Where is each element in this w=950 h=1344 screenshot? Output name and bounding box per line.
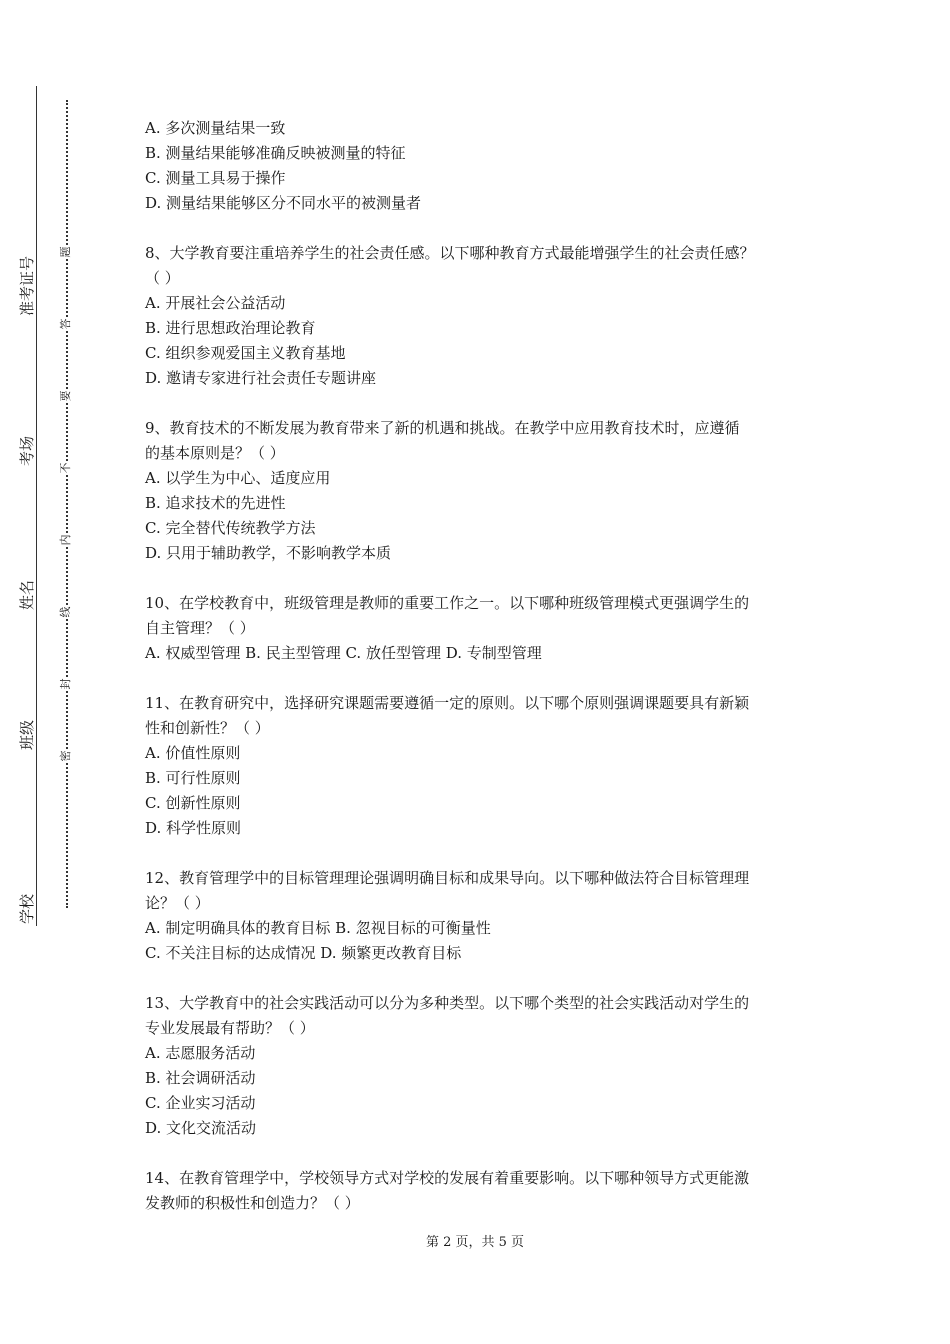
question-stem: 自主管理？（ ） <box>145 619 255 637</box>
question-stem: 13、大学教育中的社会实践活动可以分为多种类型。以下哪个类型的社会实践活动对学生的 <box>145 994 750 1012</box>
question-content <box>145 116 820 1216</box>
option-d: D. 测量结果能够区分不同水平的被测量者 <box>145 194 422 212</box>
name-label: 姓名 <box>18 579 36 610</box>
option-c: C. 组织参观爱国主义教育基地 <box>145 344 346 362</box>
option-c: C. 创新性原则 <box>145 794 241 812</box>
seal-char: 答 <box>59 318 72 330</box>
option-a: A. 价值性原则 <box>145 744 241 762</box>
school-label: 学校 <box>18 893 36 924</box>
question-stem: （ ） <box>145 269 180 287</box>
options-line: C. 不关注目标的达成情况 D. 频繁更改教育目标 <box>145 944 462 962</box>
question-stem: 性和创新性？（ ） <box>145 719 270 737</box>
option-a: A. 开展社会公益活动 <box>145 294 286 312</box>
option-a: A. 以学生为中心、适度应用 <box>145 469 331 487</box>
seal-char: 题 <box>59 246 72 258</box>
question-stem: 专业发展最有帮助？（ ） <box>145 1019 315 1037</box>
exam-number-label: 准考证号 <box>18 255 36 316</box>
question-stem: 14、在教育管理学中，学校领导方式对学校的发展有着重要影响。以下哪种领导方式更能激 <box>145 1169 750 1187</box>
seal-char: 内 <box>59 534 72 546</box>
option-a: A. 多次测量结果一致 <box>145 119 286 137</box>
question-stem: 9、教育技术的不断发展为教育带来了新的机遇和挑战。在教学中应用教育技术时，应遵循 <box>145 419 740 437</box>
seal-char: 密 <box>59 750 72 762</box>
binding-margin <box>0 0 110 1344</box>
seal-char: 要 <box>59 390 72 402</box>
binding-solid-line <box>36 86 37 926</box>
exam-room-label: 考场 <box>18 435 36 466</box>
option-b: B. 追求技术的先进性 <box>145 494 286 512</box>
question-stem: 11、在教育研究中，选择研究课题需要遵循一定的原则。以下哪个原则强调课题要具有新颖 <box>145 694 750 712</box>
option-c: C. 企业实习活动 <box>145 1094 256 1112</box>
class-label: 班级 <box>18 719 36 750</box>
option-d: D. 科学性原则 <box>145 819 242 837</box>
question-stem: 的基本原则是？（ ） <box>145 444 285 462</box>
seal-char: 线 <box>59 606 72 618</box>
options-line: A. 制定明确具体的教育目标 B. 忽视目标的可衡量性 <box>145 919 491 937</box>
question-9 <box>145 416 820 566</box>
seal-char: 封 <box>59 678 72 690</box>
seal-dotted-line <box>66 100 68 908</box>
question-stem: 论？（ ） <box>145 894 210 912</box>
question-stem: 12、教育管理学中的目标管理理论强调明确目标和成果导向。以下哪种做法符合目标管理理 <box>145 869 750 887</box>
question-11 <box>145 691 820 841</box>
question-14 <box>145 1166 820 1216</box>
question-10 <box>145 591 820 666</box>
question-stem: 10、在学校教育中，班级管理是教师的重要工作之一。以下哪种班级管理模式更强调学生的 <box>145 594 750 612</box>
question-8 <box>145 241 820 391</box>
option-b: B. 进行思想政治理论教育 <box>145 319 316 337</box>
option-d: D. 邀请专家进行社会责任专题讲座 <box>145 369 377 387</box>
options-line: A. 权威型管理 B. 民主型管理 C. 放任型管理 D. 专制型管理 <box>145 644 542 662</box>
seal-char: 不 <box>59 462 72 474</box>
option-a: A. 志愿服务活动 <box>145 1044 256 1062</box>
option-b: B. 社会调研活动 <box>145 1069 256 1087</box>
option-d: D. 只用于辅助教学，不影响教学本质 <box>145 544 392 562</box>
option-c: C. 完全替代传统教学方法 <box>145 519 316 537</box>
option-b: B. 可行性原则 <box>145 769 241 787</box>
option-b: B. 测量结果能够准确反映被测量的特征 <box>145 144 406 162</box>
question-13 <box>145 991 820 1141</box>
question-stem: 8、大学教育要注重培养学生的社会责任感。以下哪种教育方式最能增强学生的社会责任感？ <box>145 244 755 262</box>
question-7-options <box>145 116 820 216</box>
page-footer: 第 2 页，共 5 页 <box>425 1235 525 1250</box>
option-c: C. 测量工具易于操作 <box>145 169 286 187</box>
question-12 <box>145 866 820 966</box>
option-d: D. 文化交流活动 <box>145 1119 257 1137</box>
question-stem: 发教师的积极性和创造力？（ ） <box>145 1194 360 1212</box>
